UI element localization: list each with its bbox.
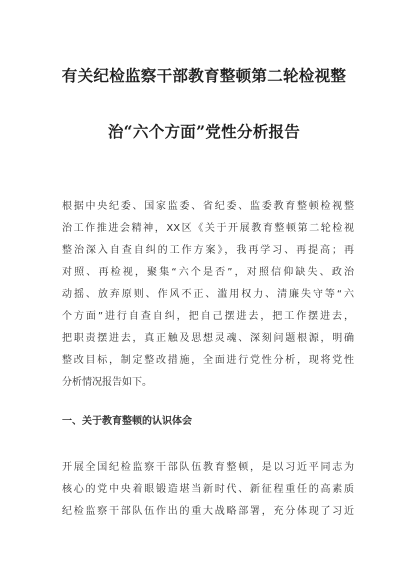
paragraph-line: 动摇、放弃原则、作风不正、滥用权力、清廉失守等“六 [62, 289, 354, 300]
paragraph-line: 治工作推进会精神，XX区《关于开展教育整顿第二轮检视 [62, 223, 354, 234]
paragraph-line: 纪检监察干部队伍作出的重大战略部署，充分体现了习近 [62, 506, 354, 517]
paragraph-line: 开展全国纪检监察干部队伍教育整顿，是以习近平同志为 [62, 462, 354, 473]
section-1-paragraph [62, 457, 354, 523]
section-heading-1: 一、关于教育整顿的认识体会 [62, 416, 192, 427]
paragraph-line: 分析情况报告如下。 [62, 377, 152, 388]
paragraph-line: 对照、再检视，聚集“六个是否”，对照信仰缺失、政治 [62, 267, 354, 278]
document-title-line-2: 治“六个方面”党性分析报告 [107, 122, 301, 141]
paragraph-line: 个方面”进行自查自纠，把自己摆进去，把工作摆进去， [62, 311, 354, 322]
paragraph-line: 核心的党中央着眼锻造堪当新时代、新征程重任的高素质 [62, 484, 354, 495]
paragraph-line: 根据中央纪委、国家监委、省纪委、监委教育整顿检视整 [62, 201, 354, 212]
paragraph-line: 整改目标，制定整改措施，全面进行党性分析，现将党性 [62, 355, 354, 366]
paragraph-line: 把职责摆进去，真正触及思想灵魂、深刻问题根源，明确 [62, 333, 354, 344]
intro-paragraph [62, 196, 354, 394]
paragraph-line: 整治深入自查自纠的工作方案》，我再学习、再提高；再 [62, 245, 354, 256]
document-title-line-1: 有关纪检监察干部教育整顿第二轮检视整 [61, 66, 347, 85]
